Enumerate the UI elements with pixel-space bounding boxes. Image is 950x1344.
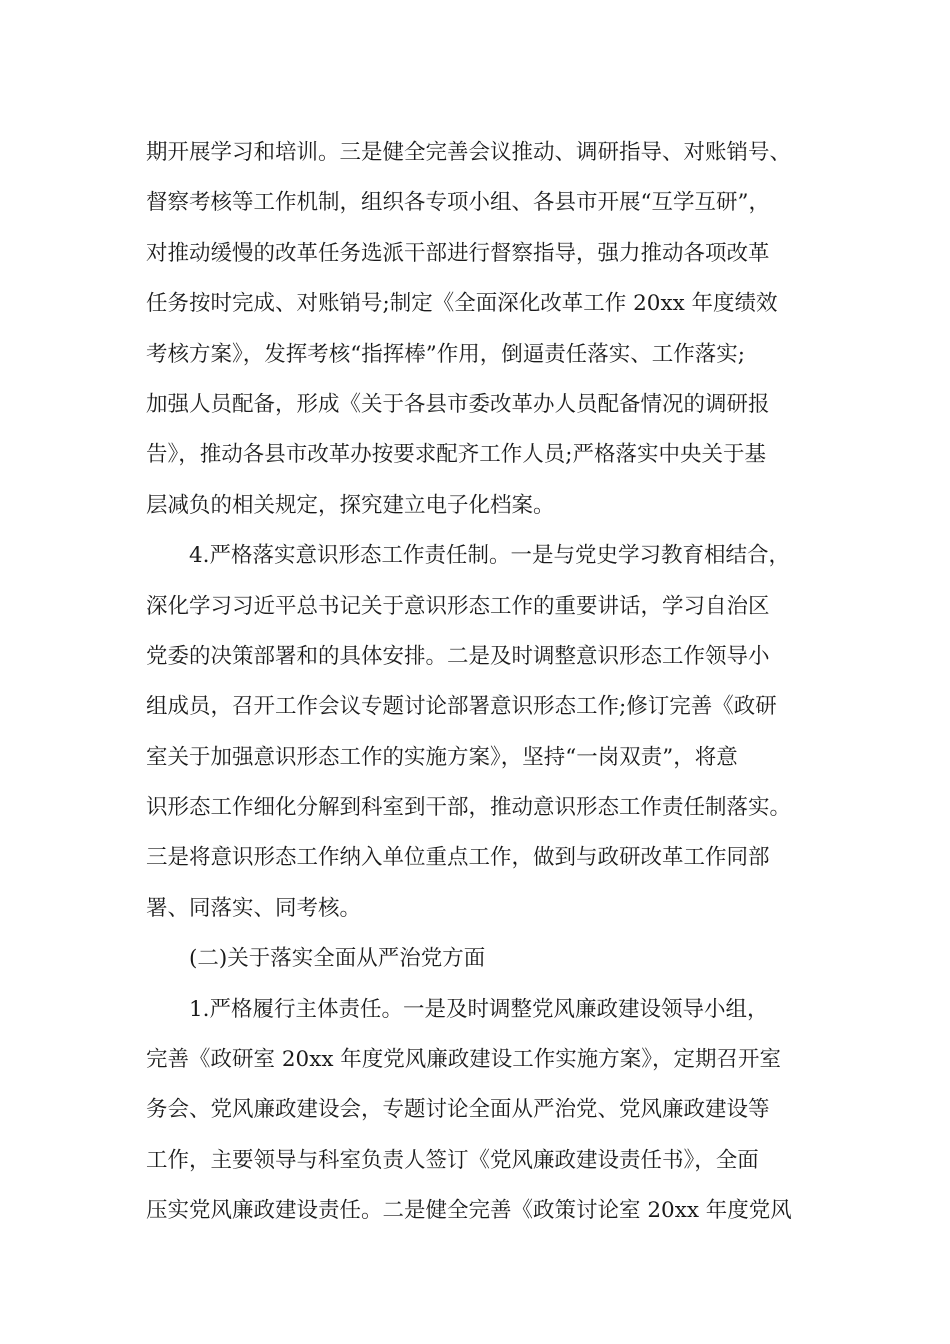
text-line: 告》，推动各县市改革办按要求配齐工作人员;严格落实中央关于基 <box>146 442 766 468</box>
text-line: 1.严格履行主体责任。一是及时调整党风廉政建设领导小组， <box>189 996 769 1022</box>
text-line: 考核方案》，发挥考核“指挥棒”作用，倒逼责任落实、工作落实; <box>146 341 745 367</box>
text-line: 压实党风廉政建设责任。二是健全完善《政策讨论室 20xx 年度党风 <box>146 1198 792 1224</box>
text-line: 识形态工作细化分解到科室到干部，推动意识形态工作责任制落实。 <box>146 795 792 821</box>
text-line: 组成员，召开工作会议专题讨论部署意识形态工作;修订完善《政研 <box>146 694 777 720</box>
text-line: 4.严格落实意识形态工作责任制。一是与党史学习教育相结合， <box>189 543 791 569</box>
text-line: 三是将意识形态工作纳入单位重点工作，做到与政研改革工作同部 <box>146 845 770 871</box>
text-line: 党委的决策部署和的具体安排。二是及时调整意识形态工作领导小 <box>146 643 770 669</box>
text-line: 署、同落实、同考核。 <box>146 895 362 921</box>
text-line: 任务按时完成、对账销号;制定《全面深化改革工作 20xx 年度绩效 <box>146 291 778 317</box>
document-body <box>146 128 836 1237</box>
text-line: 层减负的相关规定，探究建立电子化档案。 <box>146 492 555 518</box>
text-line: 对推动缓慢的改革任务选派干部进行督察指导，强力推动各项改革 <box>146 240 770 266</box>
text-line: 完善《政研室 20xx 年度党风廉政建设工作实施方案》，定期召开室 <box>146 1047 782 1073</box>
text-line: 室关于加强意识形态工作的实施方案》，坚持“一岗双责”，将意 <box>146 744 738 770</box>
text-line: 务会、党风廉政建设会，专题讨论全面从严治党、党风廉政建设等 <box>146 1097 770 1123</box>
text-line: 督察考核等工作机制，组织各专项小组、各县市开展“互学互研”， <box>146 190 770 216</box>
text-line: 工作，主要领导与科室负责人签订《党风廉政建设责任书》，全面 <box>146 1147 759 1173</box>
text-line: 深化学习习近平总书记关于意识形态工作的重要讲话，学习自治区 <box>146 593 770 619</box>
text-line: 期开展学习和培训。三是健全完善会议推动、调研指导、对账销号、 <box>146 140 792 165</box>
text-line: (二)关于落实全面从严治党方面 <box>189 946 486 972</box>
text-line: 加强人员配备，形成《关于各县市委改革办人员配备情况的调研报 <box>146 391 770 417</box>
